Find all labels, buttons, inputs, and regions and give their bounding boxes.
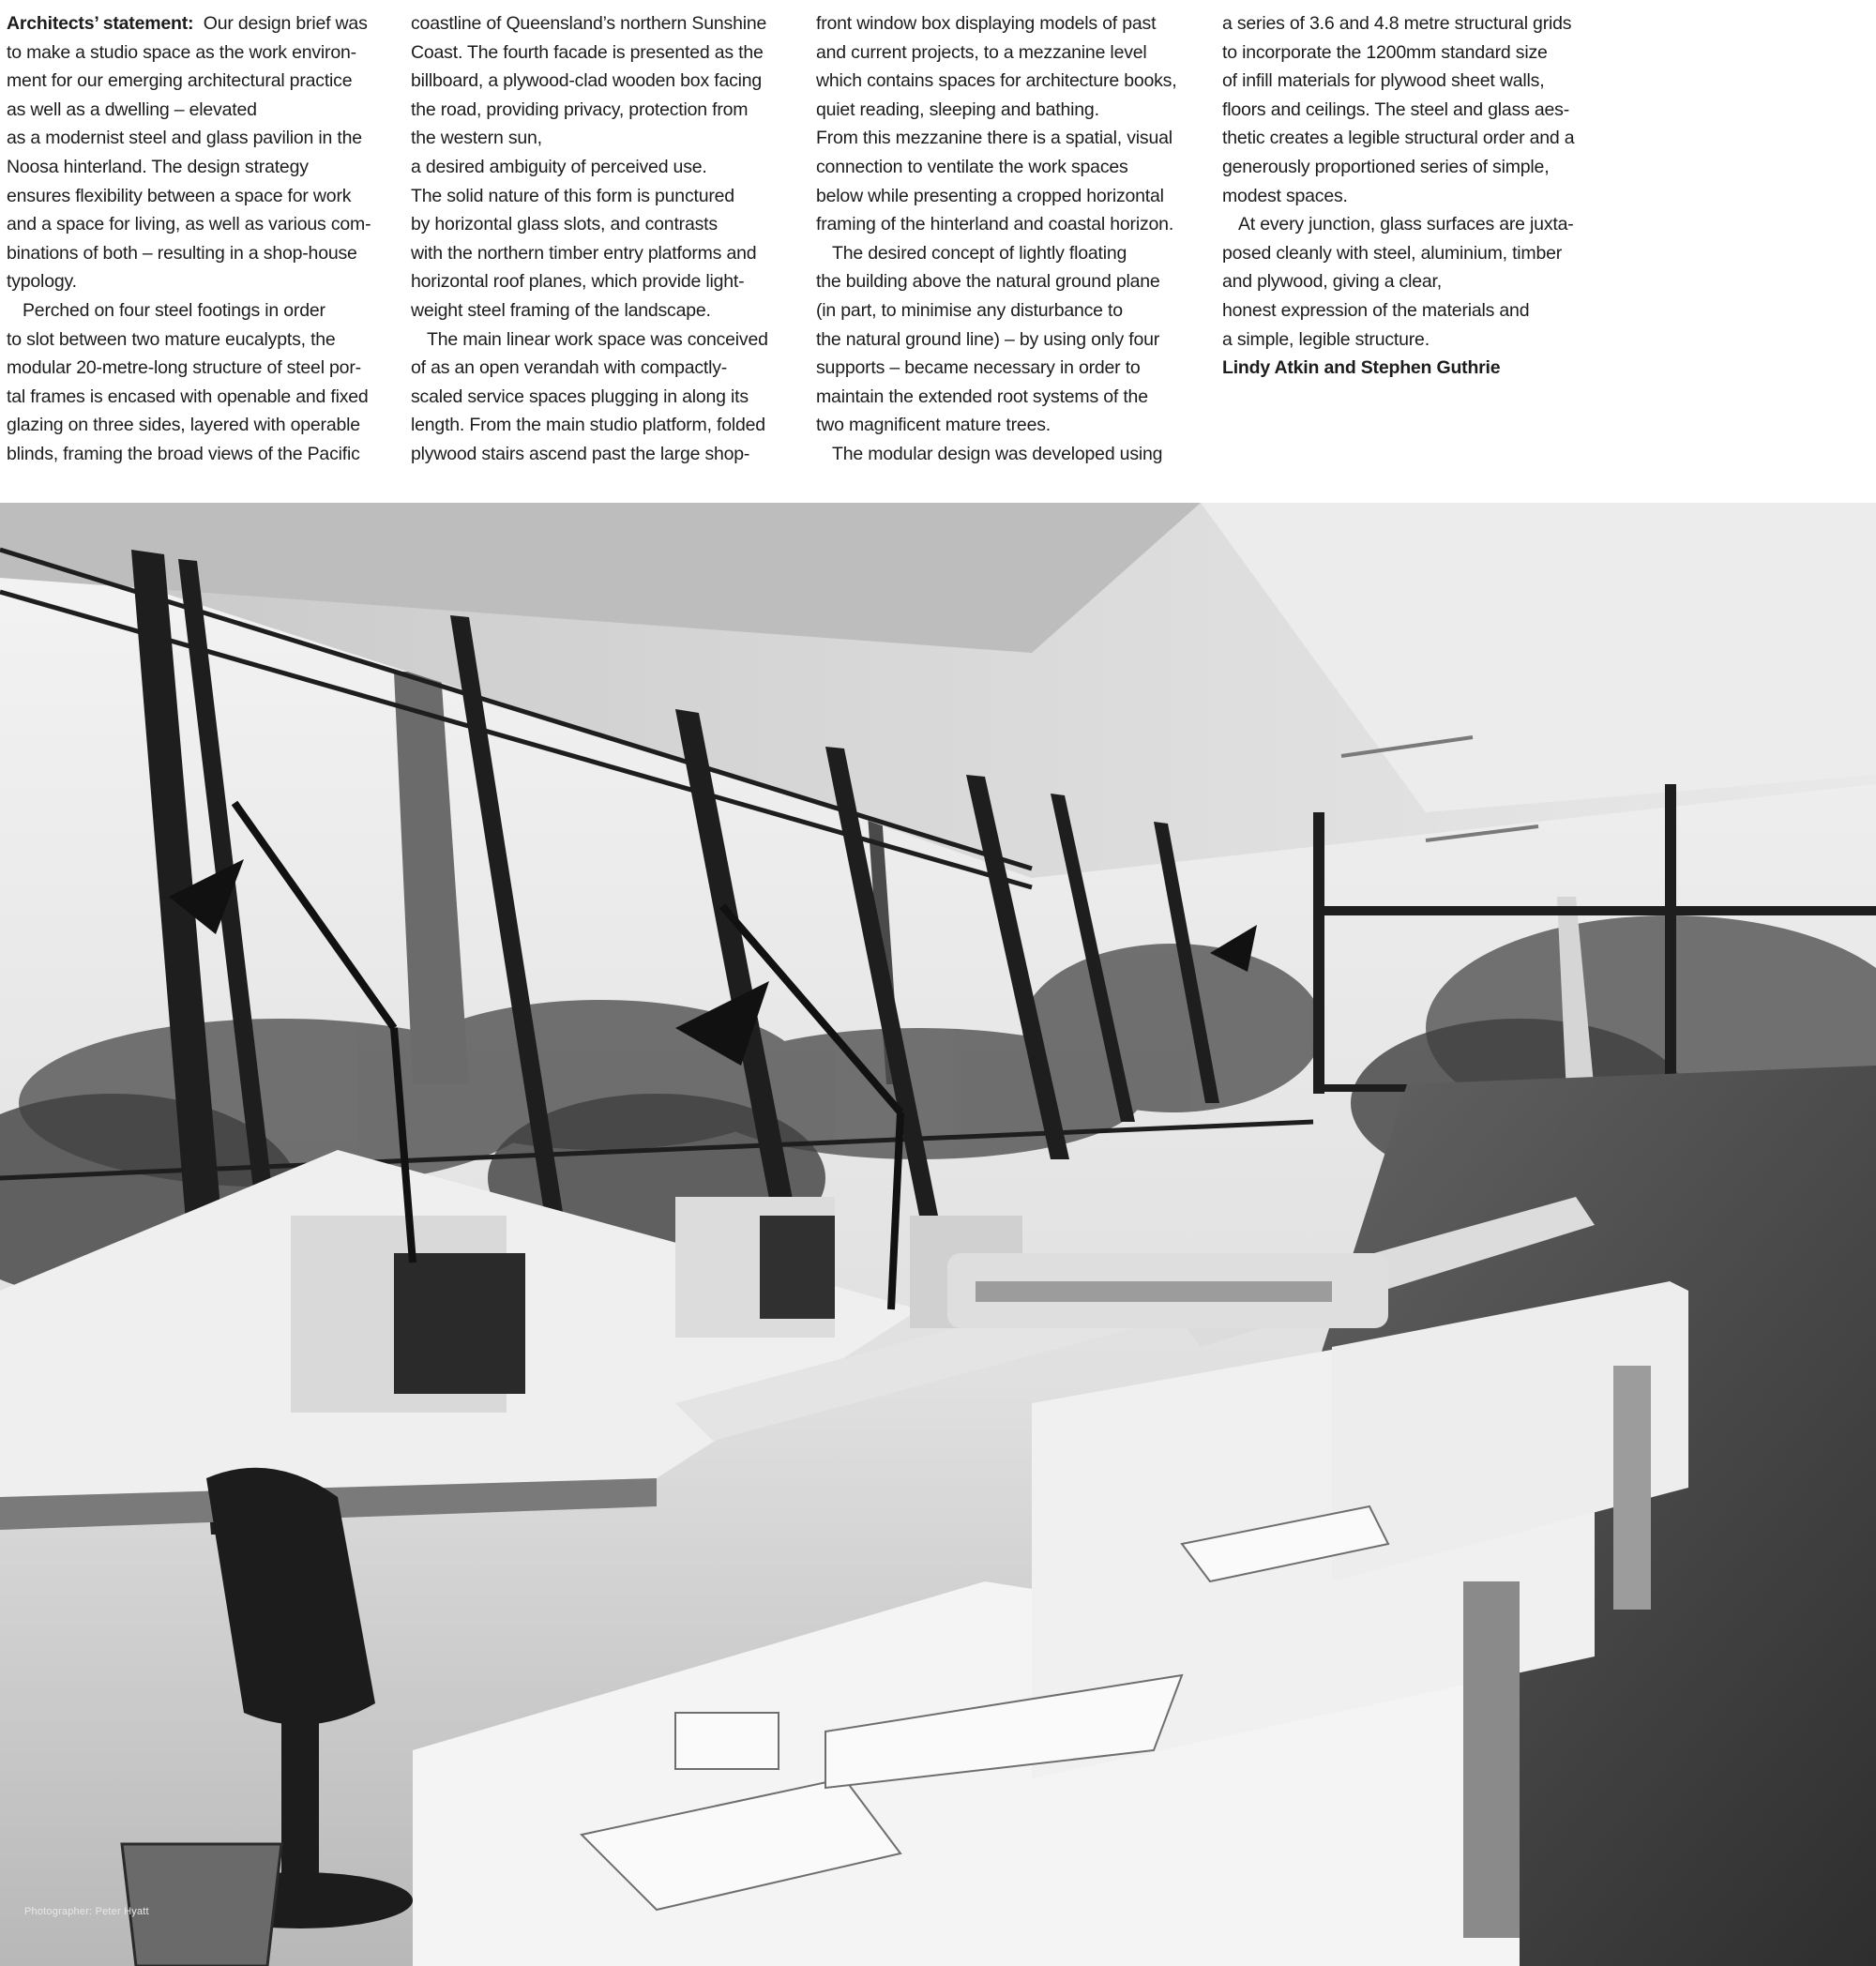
text-line: thetic creates a legible structural order and a — [1222, 128, 1575, 149]
text-line: framing of the hinterland and coastal horizon. — [816, 214, 1174, 235]
text-line: to incorporate the 1200mm standard size — [1222, 41, 1548, 63]
text-line: ment for our emerging architectural practice — [7, 70, 353, 92]
text-line: honest expression of the materials and — [1222, 299, 1530, 321]
text-line: of infill materials for plywood sheet walls, — [1222, 70, 1545, 92]
text-line — [7, 9, 371, 38]
text-line: floors and ceilings. The steel and glass aes- — [1222, 98, 1570, 120]
text-line: Coast. The fourth facade is presented as the — [411, 41, 764, 63]
text-line: glazing on three sides, layered with operable — [7, 415, 360, 436]
text-line: connection to ventilate the work spaces — [816, 156, 1128, 177]
text-line: the western sun, — [411, 128, 542, 149]
text-line: modest spaces. — [1222, 185, 1348, 206]
text-line: supports – became necessary in order to — [816, 357, 1141, 379]
text-line: as a modernist steel and glass pavilion in the — [7, 128, 362, 149]
text-line: The desired concept of lightly floating — [832, 242, 1127, 264]
text-line: typology. — [7, 271, 77, 293]
text-line: blinds, framing the broad views of the Pacific — [7, 443, 360, 464]
text-line-rest: Our design brief was — [203, 13, 368, 34]
text-line: The solid nature of this form is punctured — [411, 185, 734, 206]
text-line: ensures flexibility between a space for work — [7, 185, 352, 206]
text-line: coastline of Queensland’s northern Sunshine — [411, 13, 767, 34]
text-line: weight steel framing of the landscape. — [411, 299, 711, 321]
text-line: From this mezzanine there is a spatial, visual — [816, 128, 1172, 149]
text-line: (in part, to minimise any disturbance to — [816, 299, 1123, 321]
text-line: maintain the extended root systems of the — [816, 386, 1148, 407]
text-line: the building above the natural ground plane — [816, 271, 1160, 293]
text-column-2 — [411, 9, 768, 469]
text-line: of as an open verandah with compactly- — [411, 357, 728, 379]
text-line: tal frames is encased with openable and fixed — [7, 386, 369, 407]
text-line: and plywood, giving a clear, — [1222, 271, 1442, 293]
text-line: quiet reading, sleeping and bathing. — [816, 98, 1099, 120]
text-line: by horizontal glass slots, and contrasts — [411, 214, 718, 235]
text-column-4 — [1222, 9, 1574, 383]
text-line: with the northern timber entry platforms and — [411, 242, 757, 264]
text-line: The main linear work space was conceived — [427, 328, 768, 350]
text-line: Perched on four steel footings in order — [23, 299, 325, 321]
photo-credit: Photographer: Peter Hyatt — [24, 1906, 149, 1917]
text-line: scaled service spaces plugging in along its — [411, 386, 749, 407]
statement-label: Architects’ statement: — [7, 13, 194, 34]
text-line: generously proportioned series of simple, — [1222, 156, 1550, 177]
text-column-3 — [816, 9, 1176, 469]
text-line: At every junction, glass surfaces are juxta- — [1238, 214, 1574, 235]
text-line: The modular design was developed using — [832, 443, 1163, 464]
text-line: which contains spaces for architecture books, — [816, 70, 1177, 92]
studio-interior-photo — [0, 503, 1876, 1966]
author-signature: Lindy Atkin and Stephen Guthrie — [1222, 357, 1501, 379]
article-text — [0, 0, 1876, 497]
text-line: binations of both – resulting in a shop-house — [7, 242, 357, 264]
text-line: below while presenting a cropped horizontal — [816, 185, 1164, 206]
text-line: two magnificent mature trees. — [816, 415, 1051, 436]
text-line: the natural ground line) – by using only four — [816, 328, 1160, 350]
text-line: and current projects, to a mezzanine level — [816, 41, 1147, 63]
text-line: and a space for living, as well as various com- — [7, 214, 371, 235]
text-line: a desired ambiguity of perceived use. — [411, 156, 707, 177]
text-line: Noosa hinterland. The design strategy — [7, 156, 309, 177]
text-line: to slot between two mature eucalypts, the — [7, 328, 336, 350]
text-line: the road, providing privacy, protection from — [411, 98, 749, 120]
text-line: a simple, legible structure. — [1222, 328, 1430, 350]
text-line: plywood stairs ascend past the large shop- — [411, 443, 750, 464]
text-line: as well as a dwelling – elevated — [7, 98, 257, 120]
text-line: a series of 3.6 and 4.8 metre structural grids — [1222, 13, 1572, 34]
text-line: to make a studio space as the work environ- — [7, 41, 356, 63]
text-line: horizontal roof planes, which provide light- — [411, 271, 745, 293]
text-column-1 — [7, 9, 371, 469]
text-line: billboard, a plywood-clad wooden box facing — [411, 70, 763, 92]
text-line: posed cleanly with steel, aluminium, timber — [1222, 242, 1563, 264]
text-line: length. From the main studio platform, folded — [411, 415, 765, 436]
text-line: modular 20-metre-long structure of steel por- — [7, 357, 361, 379]
text-line: front window box displaying models of past — [816, 13, 1157, 34]
